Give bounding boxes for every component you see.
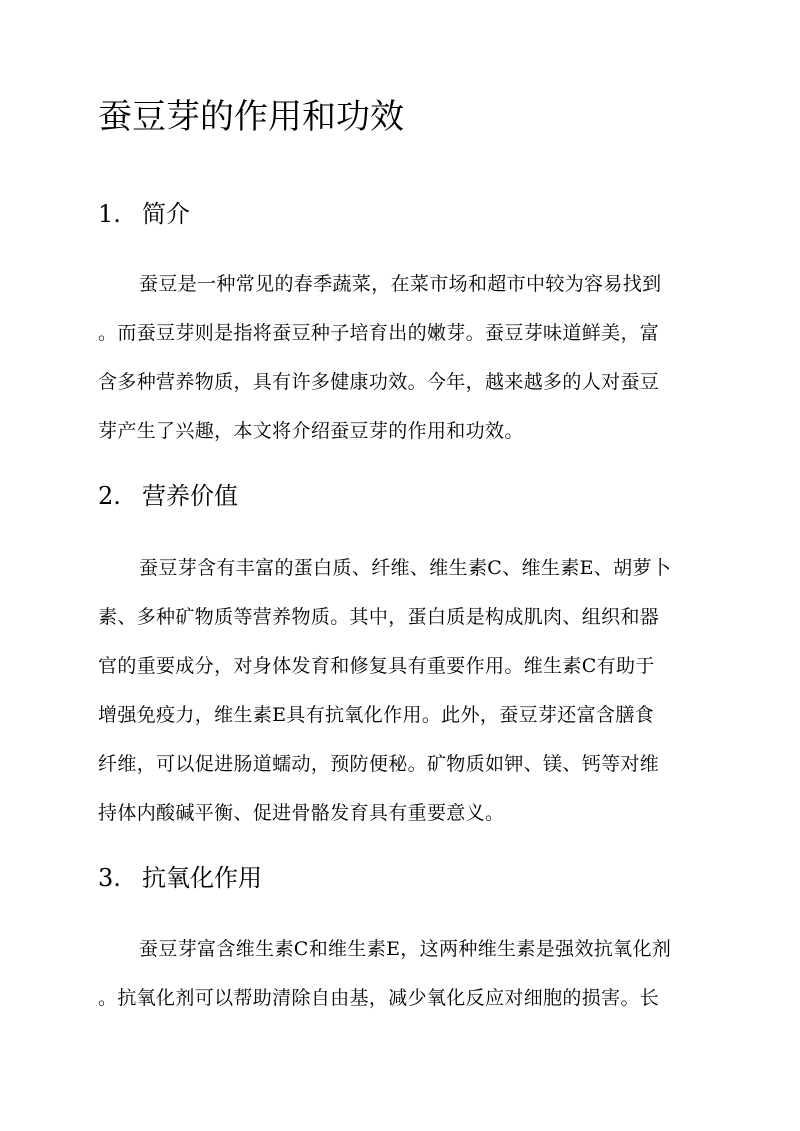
section-heading-antioxidant xyxy=(98,860,262,896)
paragraph-line: 蚕豆芽富含维生素C和维生素E，这两种维生素是强效抗氧化剂 xyxy=(139,938,672,960)
paragraph-line: 。抗氧化剂可以帮助清除自由基，减少氧化反应对细胞的损害。长 xyxy=(98,987,660,1009)
section-heading-nutrition xyxy=(98,478,238,514)
section-number: 3. xyxy=(98,864,121,892)
document-title: 蚕豆芽的作用和功效 xyxy=(98,97,404,137)
paragraph-line: 。而蚕豆芽则是指将蚕豆种子培育出的嫩芽。蚕豆芽味道鲜美，富 xyxy=(98,322,660,344)
section-title: 抗氧化作用 xyxy=(142,864,262,892)
section-number: 1. xyxy=(98,200,121,228)
section-heading-intro xyxy=(98,196,190,232)
paragraph-line: 官的重要成分，对身体发育和修复具有重要作用。维生素C有助于 xyxy=(98,655,655,677)
paragraph-line: 芽产生了兴趣，本文将介绍蚕豆芽的作用和功效。 xyxy=(98,420,524,442)
paragraph-line: 含多种营养物质，具有许多健康功效。今年，越来越多的人对蚕豆 xyxy=(98,371,660,393)
section-number: 2. xyxy=(98,482,121,510)
paragraph-line: 纤维，可以促进肠道蠕动，预防便秘。矿物质如钾、镁、钙等对维 xyxy=(98,753,660,775)
paragraph-line: 蚕豆芽含有丰富的蛋白质、纤维、维生素C、维生素E、胡萝卜 xyxy=(139,557,672,579)
paragraph-line: 素、多种矿物质等营养物质。其中，蛋白质是构成肌肉、组织和器 xyxy=(98,606,660,628)
section-title: 简介 xyxy=(142,200,190,228)
paragraph-line: 蚕豆是一种常见的春季蔬菜，在菜市场和超市中较为容易找到 xyxy=(139,273,662,295)
paragraph-line: 增强免疫力，维生素E具有抗氧化作用。此外，蚕豆芽还富含膳食 xyxy=(98,704,655,726)
section-title: 营养价值 xyxy=(142,482,238,510)
paragraph-line: 持体内酸碱平衡、促进骨骼发育具有重要意义。 xyxy=(98,802,505,824)
